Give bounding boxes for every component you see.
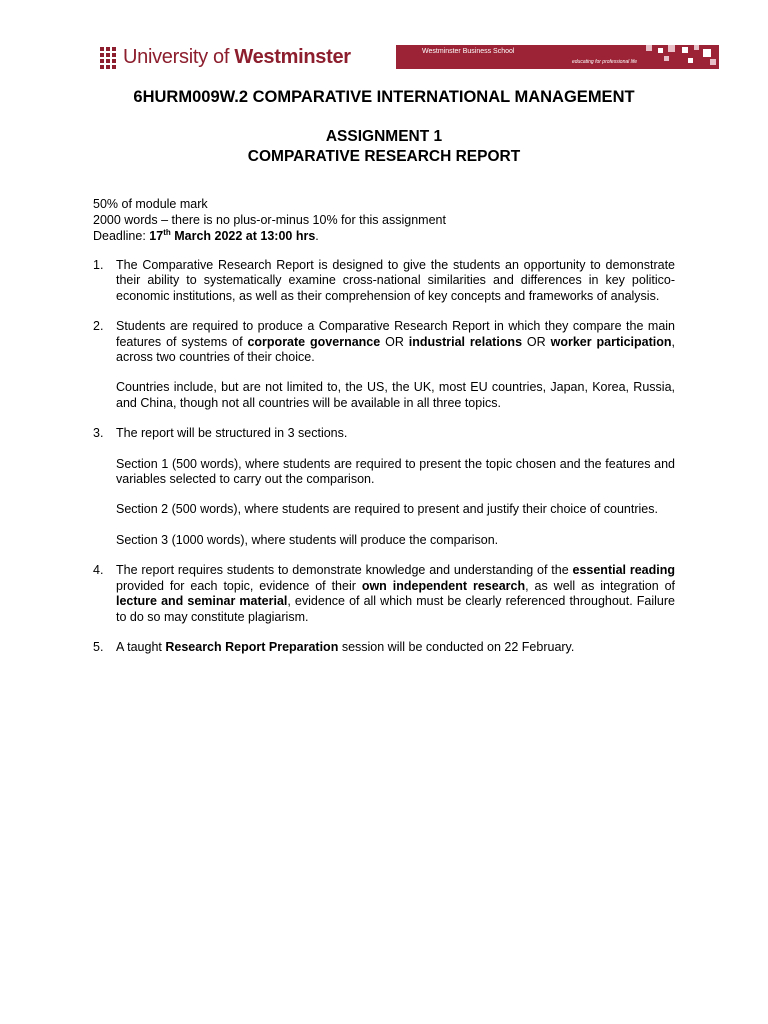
paragraph-text: The Comparative Research Report is designed to give the students an opportunity to demonstrate their ability to systematically examine cross-national similarities and differences in key politico-economic institutions, as well as their comprehension of key concepts and frameworks of analysis. (116, 258, 675, 303)
banner-square-decoration (668, 45, 675, 52)
list-item-paragraph (116, 380, 675, 411)
paragraph-text: provided for each topic, evidence of their (116, 578, 362, 593)
logo-emphasis: Westminster (234, 46, 351, 68)
logo-prefix: University of (123, 46, 235, 68)
course-title: 6HURM009W.2 COMPARATIVE INTERNATIONAL MANAGEMENT (133, 88, 635, 106)
banner-square-decoration (664, 56, 669, 61)
banner-motto: educating for professional life (572, 59, 638, 65)
list-item (93, 319, 675, 411)
list-item-number: 3. (93, 426, 104, 441)
deadline-ordinal: th (163, 228, 171, 237)
paragraph-text: The report will be structured in 3 sections. (116, 426, 348, 441)
assignment-instructions-list (93, 258, 675, 670)
emphasized-text: lecture and seminar material (116, 594, 288, 609)
emphasized-text: worker participation (550, 334, 672, 349)
list-item-paragraph (116, 502, 675, 517)
emphasized-text: essential reading (572, 563, 675, 578)
list-item-paragraph (116, 533, 675, 548)
school-banner (396, 45, 719, 69)
emphasized-text: own independent research (361, 578, 526, 593)
module-mark-line: 50% of module mark (93, 197, 208, 211)
emphasized-text: Research Report Preparation (165, 639, 339, 654)
paragraph-text: OR (380, 334, 409, 349)
list-item (93, 426, 675, 548)
paragraph-text: The report requires students to demonstrate knowledge and understanding of the (116, 563, 573, 578)
logo-wordmark (123, 46, 351, 69)
banner-square-decoration (658, 48, 663, 53)
list-item-paragraph (116, 426, 675, 441)
assignment-heading (0, 127, 768, 167)
deadline-time: March 2022 at 13:00 hrs (170, 229, 316, 243)
report-title: COMPARATIVE RESEARCH REPORT (247, 148, 521, 165)
banner-square-decoration (694, 45, 699, 50)
list-item-number: 5. (93, 639, 104, 654)
list-item-number: 2. (93, 319, 104, 334)
university-logo (100, 46, 351, 69)
paragraph-text: , as well as integration of (525, 578, 675, 593)
list-item (93, 640, 675, 655)
banner-school-name: Westminster Business School (422, 48, 515, 55)
banner-square-decoration (710, 59, 716, 65)
list-item-paragraph (116, 319, 675, 365)
banner-square-decoration (688, 58, 693, 63)
list-item-paragraph (116, 640, 675, 655)
emphasized-text: corporate governance (247, 334, 381, 349)
logo-mark-icon (100, 47, 116, 69)
paragraph-text: Students are required to produce a Comparative Research Report in which they compare the main features of systems of (116, 319, 675, 349)
paragraph-text: Section 1 (500 words), where students are required to present the topic chosen and the features and variables selected to carry out the comparison. (116, 456, 675, 487)
paragraph-text: , evidence of all which must be clearly referenced throughout. Failure to do so may constitute plagiarism. (116, 594, 675, 624)
list-item-paragraph (116, 563, 675, 625)
paragraph-text: Countries include, but are not limited to, the US, the UK, most EU countries, Japan, Korea, Russia, and China, though not all countries will be available in all three topics. (116, 380, 675, 410)
banner-square-decoration (646, 45, 652, 51)
banner-square-decoration (703, 49, 711, 57)
word-count-line: 2000 words – there is no plus-or-minus 10% for this assignment (93, 213, 446, 227)
list-item (93, 258, 675, 304)
paragraph-text: Section 3 (1000 words), where students will produce the comparison. (116, 532, 499, 547)
emphasized-text: industrial relations (408, 334, 523, 349)
list-item-paragraph (116, 258, 675, 304)
paragraph-text: , across two countries of their choice. (116, 334, 675, 365)
deadline-label: Deadline: (93, 229, 150, 243)
paragraph-text: OR (522, 334, 551, 349)
deadline-date (149, 229, 315, 243)
list-item-number: 1. (93, 258, 104, 272)
deadline-period: . (315, 229, 319, 243)
deadline-day: 17 (149, 229, 164, 243)
paragraph-text: A taught (116, 639, 166, 654)
paragraph-text: Section 2 (500 words), where students are required to present and justify their choice of countries. (116, 502, 658, 517)
assignment-number: ASSIGNMENT 1 (325, 128, 443, 145)
deadline-line (93, 228, 446, 244)
list-item (93, 563, 675, 625)
banner-square-decoration (682, 47, 688, 53)
list-item-number: 4. (93, 563, 104, 578)
list-item-paragraph (116, 457, 675, 488)
assignment-meta (93, 196, 446, 244)
paragraph-text: session will be conducted on 22 February. (338, 639, 575, 654)
